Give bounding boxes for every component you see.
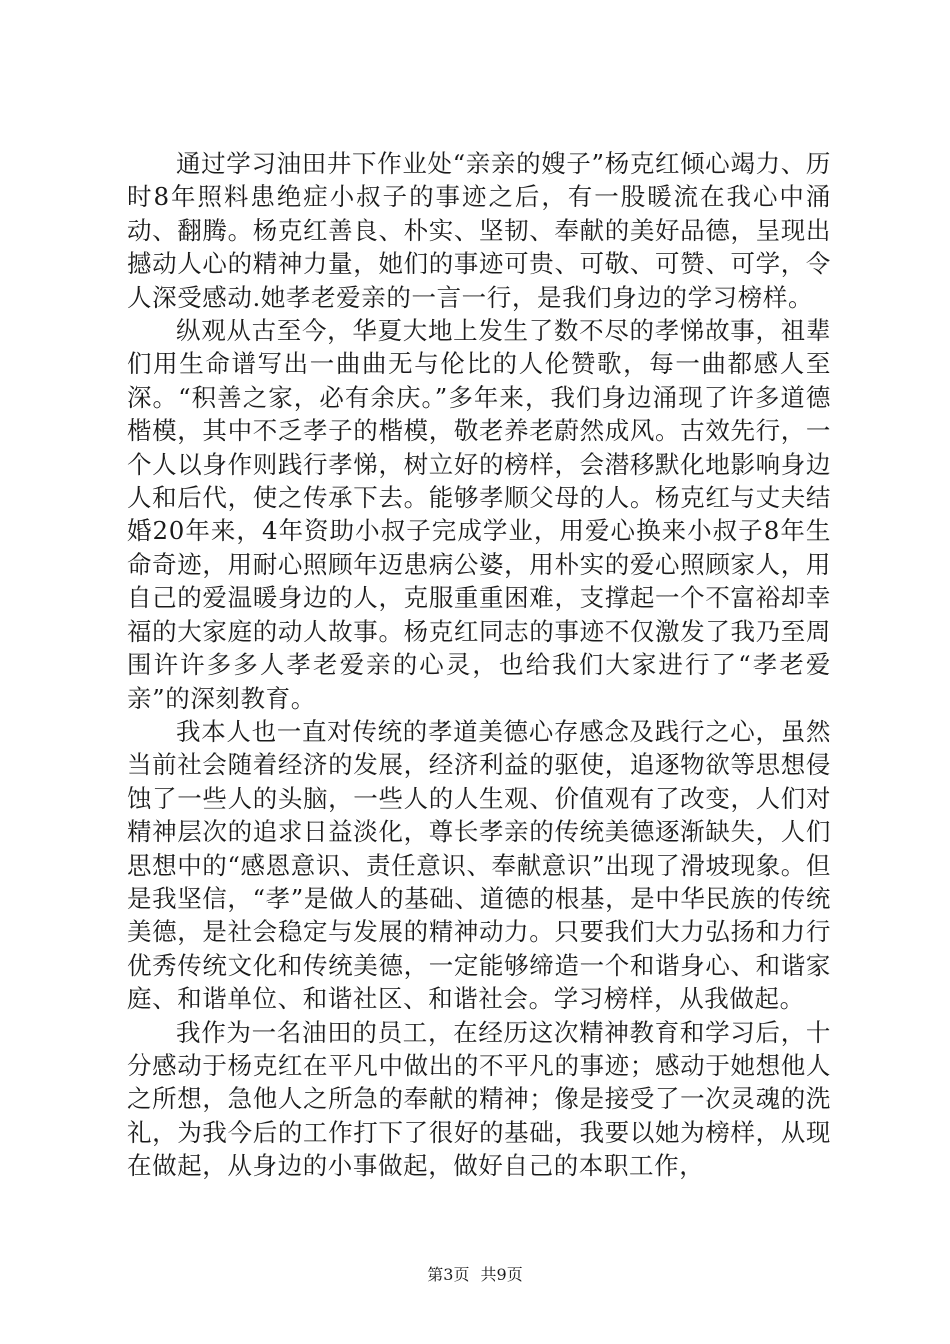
document-body xyxy=(127,147,831,1183)
paragraph-2: 纵观从古至今，华夏大地上发生了数不尽的孝悌故事，祖辈们用生命谱写出一曲曲无与伦比的人伦赞歌，每一曲都感人至深。“积善之家，必有余庆。”多年来，我们身边涌现了许多道德楷模，其中不乏孝子的楷模，敬老养老蔚然成风。古效先行，一个人以身作则践行孝悌，树立好的榜样，会潜移默化地影响身边人和后代，使之传承下去。能够孝顺父母的人。杨克红与丈夫结婚20年来，4年资助小叔子完成学业，用爱心换来小叔子8年生命奇迹，用耐心照顾年迈患病公婆，用朴实的爱心照顾家人，用自己的爱温暖身边的人，克服重重困难，支撑起一个不富裕却幸福的大家庭的动人故事。杨克红同志的事迹不仅激发了我乃至周围许许多多人孝老爱亲的心灵，也给我们大家进行了“孝老爱亲”的深刻教育。 xyxy=(127,316,831,713)
page-number: 第3页 xyxy=(427,1265,470,1284)
page-footer xyxy=(0,1262,950,1285)
page-total: 共9页 xyxy=(480,1265,523,1284)
paragraph-3: 我本人也一直对传统的孝道美德心存感念及践行之心，虽然当前社会随着经济的发展，经济利益的驱使，追逐物欲等思想侵蚀了一些人的头脑，一些人的人生观、价值观有了改变，人们对精神层次的追求日益淡化，尊长孝亲的传统美德逐渐缺失，人们思想中的“感恩意识、责任意识、奉献意识”出现了滑坡现象。但是我坚信，“孝”是做人的基础、道德的根基，是中华民族的传统美德，是社会稳定与发展的精神动力。只要我们大力弘扬和力行优秀传统文化和传统美德，一定能够缔造一个和谐身心、和谐家庭、和谐单位、和谐社区、和谐社会。学习榜样，从我做起。 xyxy=(127,716,831,1014)
paragraph-4: 我作为一名油田的员工，在经历这次精神教育和学习后，十分感动于杨克红在平凡中做出的不平凡的事迹；感动于她想他人之所想，急他人之所急的奉献的精神；像是接受了一次灵魂的洗礼，为我今后的工作打下了很好的基础，我要以她为榜样，从现在做起，从身边的小事做起，做好自己的本职工作， xyxy=(127,1017,831,1181)
paragraph-1: 通过学习油田井下作业处“亲亲的嫂子”杨克红倾心竭力、历时8年照料患绝症小叔子的事迹之后，有一股暖流在我心中涌动、翻腾。杨克红善良、朴实、坚韧、奉献的美好品德，呈现出撼动人心的精神力量，她们的事迹可贵、可敬、可赞、可学，令人深受感动.她孝老爱亲的一言一行，是我们身边的学习榜样。 xyxy=(127,149,831,312)
